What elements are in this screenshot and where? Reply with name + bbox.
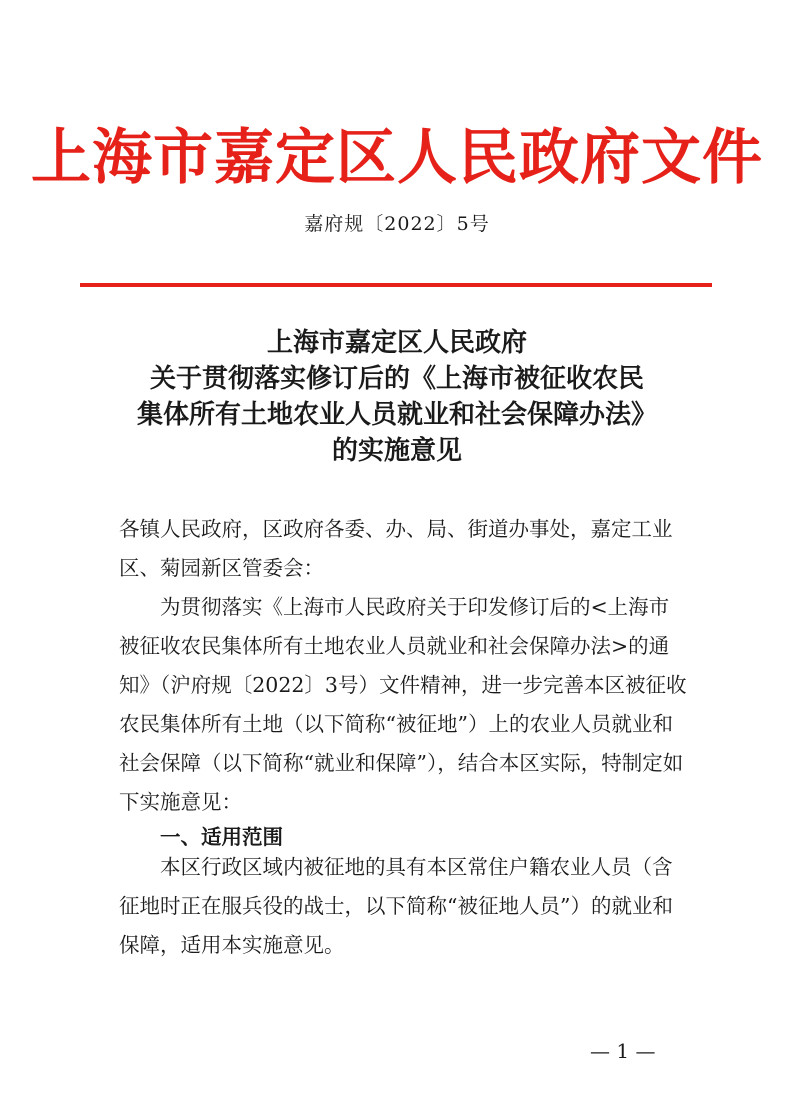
section-1-heading: 一、适用范围	[160, 825, 283, 849]
intro-paragraph: 为贯彻落实《上海市人民政府关于印发修订后的<上海市被征收农民集体所有土地农业人员就业和社会保障办法>的通知》（沪府规〔2022〕3号）文件精神，进一步完善本区被征收农民集体所有土地（以下简称“被征地”）上的农业人员就业和社会保障（以下简称“就业和保障”），结合本区实际，特制定如下实施意见：	[119, 595, 687, 814]
document-title	[0, 325, 794, 469]
title-line-4: 的实施意见	[331, 436, 462, 466]
section-1-paragraph: 本区行政区域内被征地的具有本区常住户籍农业人员（含征地时正在服兵役的战士，以下简称“被征地人员”）的就业和保障，适用本实施意见。	[119, 855, 673, 957]
title-line-3: 集体所有土地农业人员就业和社会保障办法》	[136, 400, 657, 430]
red-separator-line	[80, 283, 712, 287]
title-line-2: 关于贯彻落实修订后的《上海市被征收农民	[149, 364, 644, 394]
page-number: — 1 —	[590, 1039, 656, 1063]
title-line-1: 上海市嘉定区人民政府	[266, 328, 527, 358]
issuer-masthead-title: 上海市嘉定区人民政府文件	[31, 123, 763, 193]
document-number: 嘉府规〔2022〕5号	[304, 213, 490, 235]
addressee-paragraph: 各镇人民政府，区政府各委、办、局、街道办事处，嘉定工业区、菊园新区管委会：	[119, 517, 673, 580]
